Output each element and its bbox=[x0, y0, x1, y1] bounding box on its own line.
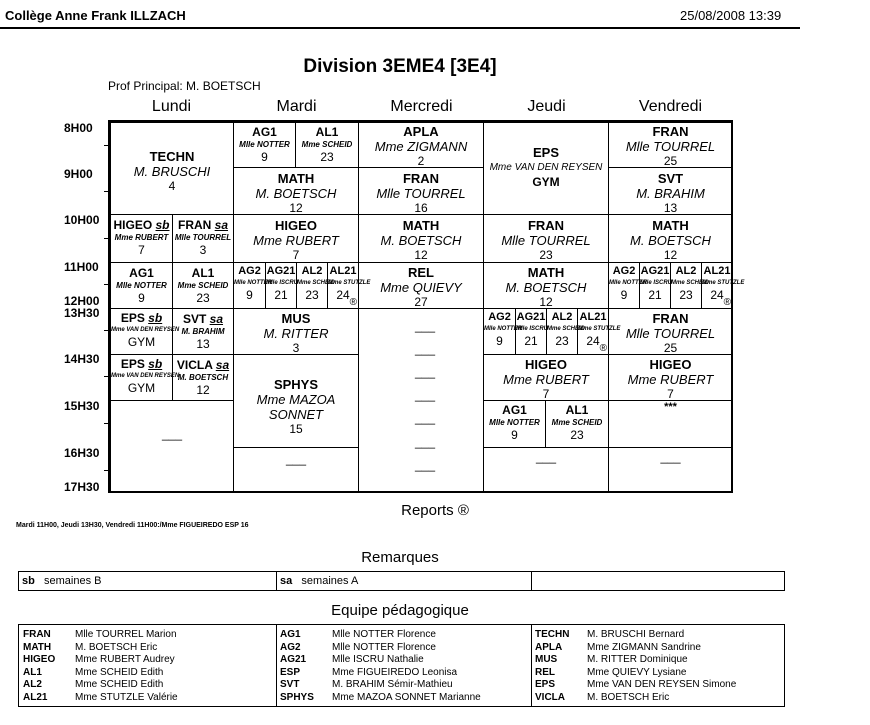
subject-code: EPS bbox=[535, 679, 556, 690]
teacher-name: Mme QUIEVY Lysiane bbox=[587, 666, 687, 678]
subject: EPS bbox=[120, 311, 145, 325]
subject: MATH bbox=[652, 218, 689, 233]
lundi-higeo bbox=[110, 214, 173, 263]
teacher: M. BOETSCH bbox=[505, 280, 587, 295]
time-12h00: 12H00 bbox=[64, 294, 100, 308]
empty-slot: ___ bbox=[415, 435, 436, 449]
teacher-row bbox=[280, 629, 481, 642]
jeudi-eps bbox=[483, 122, 609, 215]
report-mark: ® bbox=[599, 343, 607, 354]
subject: FRAN bbox=[652, 311, 689, 326]
subject: AG1 bbox=[129, 266, 154, 280]
mercredi-fran bbox=[358, 167, 484, 215]
time-17h30: 17H30 bbox=[64, 480, 100, 494]
subject: TECHN bbox=[149, 149, 195, 164]
empty-slot: ___ bbox=[415, 365, 436, 379]
subject: AL2 bbox=[551, 311, 573, 323]
teacher: Mme SCHEID bbox=[297, 280, 336, 286]
teacher-name: Mme STUTZLE Valérie bbox=[75, 691, 178, 703]
teacher: Mme MAZOA SONNET bbox=[256, 392, 336, 422]
subject: HIGEO bbox=[525, 357, 567, 372]
room: 9 bbox=[496, 334, 503, 348]
teacher-name: M. BRAHIM Sémir-Mathieu bbox=[332, 679, 453, 690]
subject: HIGEO bbox=[649, 357, 692, 372]
teacher-row bbox=[23, 667, 178, 680]
teacher-row bbox=[23, 642, 178, 655]
teacher: Mlle ISCRU bbox=[640, 280, 673, 286]
subject-code: FRAN bbox=[23, 629, 51, 640]
subject: AL2 bbox=[301, 265, 323, 277]
subject: AG21 bbox=[516, 311, 546, 323]
time-11h00: 11H00 bbox=[64, 260, 99, 274]
vendredi-higeo bbox=[608, 354, 733, 401]
lundi-eps-1 bbox=[110, 308, 180, 355]
teacher-name: M. RITTER Dominique bbox=[587, 654, 688, 665]
subject: AG2 bbox=[238, 265, 261, 277]
mardi-ag21 bbox=[265, 262, 297, 309]
remark-label: semaines B bbox=[44, 575, 102, 587]
subject: AG1 bbox=[502, 403, 527, 417]
teacher-row bbox=[535, 654, 736, 667]
subject: MUS bbox=[281, 311, 311, 326]
time-10h00: 10H00 bbox=[64, 213, 100, 227]
vendredi-free bbox=[608, 447, 733, 491]
subject-code: AG21 bbox=[280, 654, 307, 665]
teacher-row bbox=[535, 642, 736, 655]
subject: VICLA bbox=[176, 358, 213, 372]
jeudi-math bbox=[483, 262, 609, 309]
room: 9 bbox=[620, 288, 628, 302]
vendredi-ag2 bbox=[608, 262, 648, 309]
teacher: Mlle NOTTER bbox=[609, 280, 648, 286]
teacher-row bbox=[535, 629, 736, 642]
empty-slot: ___ bbox=[415, 342, 436, 356]
subject: HIGEO bbox=[275, 218, 317, 233]
teacher: Mme STUTZLE bbox=[578, 326, 621, 332]
timetable-grid bbox=[108, 120, 745, 493]
room: 12 bbox=[289, 201, 303, 215]
subject: FRAN bbox=[402, 171, 440, 186]
subject-code: SPHYS bbox=[280, 691, 314, 703]
time-15h30: 15H30 bbox=[64, 399, 100, 413]
teacher: Mme ZIGMANN bbox=[374, 139, 468, 154]
remark-sa bbox=[276, 572, 532, 590]
day-mercredi: Mercredi bbox=[390, 98, 453, 115]
equipe-column-1 bbox=[23, 629, 178, 704]
teacher: Mlle ISCRU bbox=[516, 326, 549, 332]
teacher: M. BRUSCHI bbox=[133, 164, 211, 179]
jeudi-fran bbox=[483, 214, 609, 263]
mardi-ag1 bbox=[233, 122, 296, 168]
jeudi-al21 bbox=[577, 308, 621, 355]
vendredi-fran-1 bbox=[608, 122, 733, 168]
teacher: Mlle TOURREL bbox=[625, 326, 716, 341]
room: 12 bbox=[414, 248, 428, 262]
room: 12 bbox=[539, 295, 553, 309]
room: 16 bbox=[414, 201, 428, 215]
room: 3 bbox=[199, 243, 207, 257]
report-mark: ® bbox=[349, 297, 357, 308]
room: 9 bbox=[246, 288, 253, 302]
subject-code: MUS bbox=[535, 654, 558, 665]
room: 12 bbox=[663, 248, 678, 262]
teacher: Mlle NOTTER bbox=[234, 280, 273, 286]
subject: AG2 bbox=[488, 311, 511, 323]
teacher-name: Mme MAZOA SONNET Marianne bbox=[332, 691, 481, 703]
teacher: Mme QUIEVY bbox=[380, 280, 462, 295]
equipe-column-3 bbox=[535, 629, 736, 704]
teacher-row bbox=[23, 654, 178, 667]
room: 7 bbox=[542, 387, 550, 401]
empty-slot: ___ bbox=[161, 427, 183, 441]
teacher: Mlle TOURREL bbox=[376, 186, 466, 201]
header-divider bbox=[0, 27, 800, 29]
jeudi-higeo bbox=[483, 354, 609, 401]
remark-sb bbox=[19, 572, 276, 590]
teacher-name: Mme SCHEID Edith bbox=[75, 679, 164, 690]
teacher: Mlle TOURREL bbox=[625, 139, 716, 154]
teacher: M. BOETSCH bbox=[177, 373, 229, 382]
subject: SVT bbox=[657, 171, 684, 186]
teacher: Mme RUBERT bbox=[627, 372, 714, 387]
subject-code: AL2 bbox=[23, 679, 42, 690]
page-title: Division 3EME4 [3E4] bbox=[303, 56, 497, 77]
room: GYM bbox=[532, 175, 560, 189]
equipe-divider bbox=[276, 625, 277, 706]
mercredi-free bbox=[358, 308, 484, 491]
subject-code: AG1 bbox=[280, 629, 301, 640]
week-tag: sa bbox=[209, 312, 224, 326]
subject: AL21 bbox=[579, 311, 607, 323]
vendredi-fran-2 bbox=[608, 308, 733, 355]
room: 23 bbox=[320, 150, 334, 164]
time-16h30: 16H30 bbox=[64, 446, 100, 460]
teacher: M. BRAHIM bbox=[181, 327, 225, 336]
teacher: Mme SCHEID bbox=[301, 140, 353, 149]
teacher: Mlle TOURREL bbox=[174, 233, 232, 242]
room: 12 bbox=[196, 383, 210, 397]
room: 13 bbox=[196, 337, 210, 351]
room: 21 bbox=[524, 334, 538, 348]
mardi-higeo bbox=[233, 214, 359, 263]
mardi-sphys bbox=[233, 354, 359, 448]
teacher-row bbox=[23, 679, 178, 692]
lundi-svt bbox=[172, 308, 234, 355]
room: 23 bbox=[570, 428, 584, 442]
teacher: Mlle NOTTER bbox=[489, 418, 540, 427]
mercredi-apla bbox=[358, 122, 484, 168]
vendredi-math bbox=[608, 214, 733, 263]
equipe-title: Equipe pédagogique bbox=[331, 602, 469, 619]
teacher-row bbox=[280, 642, 481, 655]
subject: AG21 bbox=[640, 265, 670, 277]
empty-slot: ___ bbox=[415, 458, 436, 472]
teacher: Mme RUBERT bbox=[114, 233, 169, 242]
empty-slot: ___ bbox=[415, 319, 436, 333]
subject: AL1 bbox=[315, 125, 339, 139]
subject: SPHYS bbox=[273, 377, 319, 392]
room: 23 bbox=[196, 291, 210, 305]
mardi-al1 bbox=[295, 122, 359, 168]
teacher-row bbox=[280, 654, 481, 667]
mardi-ag2 bbox=[233, 262, 273, 309]
subject: AL21 bbox=[703, 265, 731, 277]
day-lundi: Lundi bbox=[151, 98, 192, 115]
subject-code: APLA bbox=[535, 641, 563, 653]
teacher: Mme RUBERT bbox=[253, 233, 339, 248]
teacher: Mme VAN DEN REYSEN bbox=[489, 162, 603, 173]
reports-text: Mardi 11H00, Jeudi 13H30, Vendredi 11H00:/Mme FIGUEIREDO ESP 16 bbox=[16, 522, 249, 529]
report-mark: ® bbox=[723, 297, 731, 308]
vendredi-svt bbox=[608, 167, 733, 215]
subject: AG2 bbox=[612, 265, 636, 277]
lundi-al1 bbox=[172, 262, 234, 309]
subject: AL1 bbox=[191, 266, 215, 280]
room: GYM bbox=[127, 381, 156, 395]
jeudi-free bbox=[483, 447, 609, 491]
subject: EPS bbox=[120, 357, 145, 371]
mardi-free bbox=[233, 447, 359, 491]
teacher: Mme VAN DEN REYSEN bbox=[111, 373, 180, 379]
teacher-name: Mme ZIGMANN Sandrine bbox=[587, 641, 701, 653]
teacher-name: Mme SCHEID Edith bbox=[75, 666, 164, 678]
teacher-name: Mlle ISCRU Nathalie bbox=[332, 654, 424, 665]
teacher-row bbox=[535, 667, 736, 680]
subject-code: SVT bbox=[280, 679, 300, 690]
subject: FRAN bbox=[177, 218, 212, 232]
week-tag: sb bbox=[155, 218, 170, 232]
equipe-column-2 bbox=[280, 629, 481, 704]
mardi-al2 bbox=[296, 262, 336, 309]
subject-code: HIGEO bbox=[23, 654, 56, 665]
teacher: Mlle NOTTER bbox=[116, 281, 167, 290]
teacher-name: Mlle NOTTER Florence bbox=[332, 641, 436, 653]
teacher: Mme VAN DEN REYSEN bbox=[111, 327, 180, 333]
time-14h30: 14H30 bbox=[64, 352, 100, 366]
lundi-fran bbox=[172, 214, 234, 263]
jeudi-ag2 bbox=[483, 308, 523, 355]
teacher-row bbox=[535, 679, 736, 692]
remarques-box bbox=[18, 571, 785, 591]
time-9h00: 9H00 bbox=[64, 167, 93, 181]
equipe-box bbox=[18, 624, 785, 707]
subject-code: MATH bbox=[23, 641, 52, 653]
room: 23 bbox=[305, 288, 319, 302]
time-8h00: 8H00 bbox=[64, 121, 93, 135]
day-jeudi: Jeudi bbox=[527, 98, 566, 115]
empty-slot: ___ bbox=[285, 452, 307, 466]
room: 2 bbox=[417, 154, 425, 168]
subject-code: VICLA bbox=[535, 691, 565, 703]
teacher-name: Mme RUBERT Audrey bbox=[75, 654, 175, 665]
subject: AG1 bbox=[252, 125, 277, 139]
time-13h30: 13H30 bbox=[64, 306, 100, 320]
teacher-row bbox=[23, 629, 178, 642]
school-name: Collège Anne Frank ILLZACH bbox=[5, 8, 186, 23]
subject: FRAN bbox=[652, 124, 689, 139]
subject: APLA bbox=[403, 124, 439, 139]
week-tag: sa bbox=[214, 218, 229, 232]
subject: HIGEO bbox=[113, 218, 153, 232]
subject: SVT bbox=[182, 312, 207, 326]
remark-empty bbox=[531, 572, 784, 590]
jeudi-al1 bbox=[545, 400, 609, 448]
week-tag: sa bbox=[215, 358, 230, 372]
room: 7 bbox=[292, 248, 300, 262]
mercredi-rel bbox=[358, 262, 484, 309]
teacher: Mme SCHEID bbox=[177, 281, 229, 290]
room: 25 bbox=[663, 341, 678, 355]
teacher: M. BOETSCH bbox=[255, 186, 337, 201]
subject-code: TECHN bbox=[535, 629, 570, 640]
empty-slot: ___ bbox=[535, 450, 557, 464]
mardi-mus bbox=[233, 308, 359, 355]
teacher: M. BOETSCH bbox=[630, 233, 711, 248]
subject: AL21 bbox=[329, 265, 357, 277]
mardi-math bbox=[233, 167, 359, 215]
room: 24 bbox=[586, 334, 600, 348]
subject-code: REL bbox=[535, 666, 555, 678]
teacher: Mme STUTZLE bbox=[328, 280, 371, 286]
subject: FRAN bbox=[527, 218, 565, 233]
room: 23 bbox=[539, 248, 553, 262]
remarques-title: Remarques bbox=[361, 549, 439, 566]
lundi-techn bbox=[110, 122, 234, 215]
teacher: Mme SCHEID bbox=[547, 326, 586, 332]
room: 23 bbox=[555, 334, 569, 348]
teacher-name: Mlle NOTTER Florence bbox=[332, 629, 436, 640]
room: GYM bbox=[127, 335, 156, 349]
vendredi-al2 bbox=[670, 262, 710, 309]
room: 13 bbox=[663, 201, 678, 215]
teacher: M. RITTER bbox=[263, 326, 329, 341]
room: 9 bbox=[261, 150, 268, 164]
teacher: Mlle ISCRU bbox=[266, 280, 299, 286]
teacher: M. BRAHIM bbox=[636, 186, 705, 201]
vendredi-stars bbox=[608, 400, 733, 448]
jeudi-ag1 bbox=[483, 400, 546, 448]
jeudi-al2 bbox=[546, 308, 586, 355]
room: 9 bbox=[511, 428, 518, 442]
subject-code: AG2 bbox=[280, 641, 301, 653]
placeholder-stars: *** bbox=[664, 401, 677, 413]
day-vendredi: Vendredi bbox=[638, 98, 703, 115]
teacher-row bbox=[280, 667, 481, 680]
teacher: Mme SCHEID bbox=[671, 280, 710, 286]
room: 9 bbox=[138, 291, 145, 305]
subject: MATH bbox=[402, 218, 440, 233]
room: 4 bbox=[168, 179, 176, 193]
teacher: Mme RUBERT bbox=[503, 372, 589, 387]
lundi-vicla bbox=[172, 354, 234, 401]
subject-code: AL21 bbox=[23, 691, 48, 703]
teacher: Mme SCHEID bbox=[551, 418, 603, 427]
teacher-row bbox=[23, 692, 178, 705]
subject: AL2 bbox=[675, 265, 697, 277]
equipe-divider bbox=[531, 625, 532, 706]
lundi-free bbox=[110, 400, 234, 491]
teacher-row bbox=[280, 692, 481, 705]
print-datetime: 25/08/2008 13:39 bbox=[680, 8, 782, 23]
empty-slot: ___ bbox=[415, 388, 436, 402]
room: 7 bbox=[138, 243, 145, 257]
teacher-name: M. BOETSCH Eric bbox=[75, 641, 158, 653]
room: 24 bbox=[336, 288, 350, 302]
teacher-name: Mme FIGUEIREDO Leonisa bbox=[332, 666, 458, 678]
room: 24 bbox=[710, 288, 724, 302]
lundi-ag1 bbox=[110, 262, 173, 309]
subject: AL1 bbox=[565, 403, 589, 417]
mercredi-math bbox=[358, 214, 484, 263]
week-tag: sb bbox=[148, 311, 163, 325]
teacher-name: Mlle TOURREL Marion bbox=[75, 629, 177, 640]
teacher-name: M. BOETSCH Eric bbox=[587, 691, 670, 703]
room: 23 bbox=[679, 288, 693, 302]
jeudi-ag21 bbox=[515, 308, 547, 355]
teacher: M. BOETSCH bbox=[380, 233, 462, 248]
teacher: Mlle TOURREL bbox=[501, 233, 591, 248]
remark-code: sa bbox=[280, 575, 293, 587]
teacher: Mlle NOTTER bbox=[484, 326, 523, 332]
lundi-eps-2 bbox=[110, 354, 180, 401]
mardi-al21 bbox=[327, 262, 371, 309]
teacher: Mlle NOTTER bbox=[239, 140, 290, 149]
reports-title: Reports ® bbox=[401, 502, 469, 519]
subject-code: AL1 bbox=[23, 666, 42, 678]
teacher: Mme STUTZLE bbox=[702, 280, 745, 286]
teacher-name: Mme VAN DEN REYSEN Simone bbox=[587, 679, 737, 690]
subject-code: ESP bbox=[280, 666, 301, 678]
subject: AG21 bbox=[266, 265, 296, 277]
subject: REL bbox=[408, 265, 434, 280]
room: 7 bbox=[667, 387, 674, 401]
vendredi-ag21 bbox=[639, 262, 671, 309]
week-tag: sb bbox=[148, 357, 163, 371]
remark-code: sb bbox=[22, 575, 35, 587]
prof-principal: Prof Principal: M. BOETSCH bbox=[108, 79, 261, 93]
subject: EPS bbox=[532, 145, 559, 160]
room: 21 bbox=[648, 288, 662, 302]
day-mardi: Mardi bbox=[276, 98, 317, 115]
subject: MATH bbox=[277, 171, 315, 186]
vendredi-al21 bbox=[701, 262, 745, 309]
empty-slot: ___ bbox=[660, 450, 681, 464]
empty-slot: ___ bbox=[415, 411, 436, 425]
teacher-name: M. BRUSCHI Bernard bbox=[587, 629, 685, 640]
remark-label: semaines A bbox=[301, 575, 359, 587]
subject: MATH bbox=[527, 265, 565, 280]
room: 3 bbox=[292, 341, 300, 355]
room: 21 bbox=[274, 288, 288, 302]
teacher-row bbox=[280, 679, 481, 692]
teacher-row bbox=[535, 692, 736, 705]
room: 15 bbox=[289, 422, 303, 436]
room: 25 bbox=[663, 154, 678, 168]
room: 27 bbox=[414, 295, 428, 309]
